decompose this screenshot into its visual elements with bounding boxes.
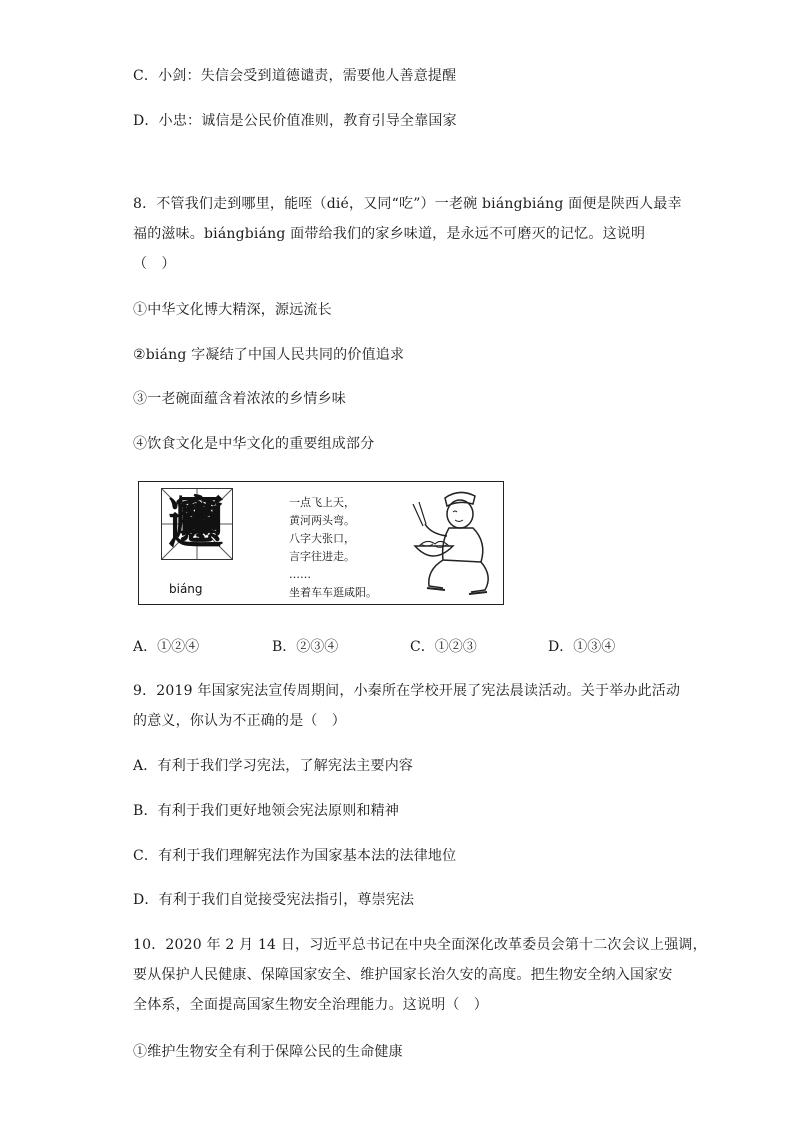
q10-stem-line-2: 要从保护人民健康、保障国家安全、维护国家长治久安的高度。把生物安全纳入国家安 [133,967,673,983]
q9-option-a: A．有利于我们学习宪法，了解宪法主要内容 [133,758,414,774]
poem-line: 八字大张口， [289,532,355,545]
q8-item-4: ④饮食文化是中华文化的重要组成部分 [133,436,375,452]
q8-option-d: D．①③④ [548,639,616,655]
biang-character: 𰻞 [169,491,223,554]
poem-line: 言字往进走。 [289,550,355,563]
man-eating-noodles-illustration [397,486,501,602]
q9-stem-line-2: 的意义，你认为不正确的是（ ） [133,713,346,729]
q8-option-c: C．①②③ [410,639,477,655]
q9-option-d: D．有利于我们自觉接受宪法指引，尊崇宪法 [133,892,415,908]
biang-figure [138,481,504,605]
q8-item-1: ①中华文化博大精深，源远流长 [133,302,332,318]
poem [289,494,377,602]
poem-line: 一点飞上天， [289,496,355,509]
q7-option-c: C．小剑：失信会受到道德谴责，需要他人善意提醒 [133,68,457,84]
poem-line: 黄河两头弯。 [289,514,355,527]
q7-option-d: D．小忠：诚信是公民价值准则，教育引导全靠国家 [133,113,457,129]
q8-stem-line-1: 8．不管我们走到哪里，能咥（dié，又同“吃”）一老碗 biángbiáng 面便是陕西人最幸 [133,196,682,212]
q10-item-1: ①维护生物安全有利于保障公民的生命健康 [133,1044,403,1060]
q8-item-3: ③一老碗面蕴含着浓浓的乡情乡味 [133,391,346,407]
q9-stem-line-1: 9．2019 年国家宪法宣传周期间，小秦所在学校开展了宪法晨读活动。关于举办此活动 [133,683,681,699]
q8-option-b: B．②③④ [272,639,339,655]
pinyin-label: biáng [169,582,203,596]
q8-stem-line-2: 福的滋味。biángbiáng 面带给我们的家乡味道，是永远不可磨灭的记忆。这说明 [133,226,646,242]
q10-stem-line-3: 全体系，全面提高国家生物安全治理能力。这说明（ ） [133,997,488,1013]
q9-option-c: C．有利于我们理解宪法作为国家基本法的法律地位 [133,848,457,864]
poem-line: 坐着车车逛咸阳。 [289,586,377,599]
q8-stem-line-3: （ ） [133,256,176,272]
q8-item-2: ②biáng 字凝结了中国人民共同的价值追求 [133,347,405,363]
q9-option-b: B．有利于我们更好地领会宪法原则和精神 [133,803,400,819]
q10-stem-line-1: 10．2020 年 2 月 14 日，习近平总书记在中央全面深化改革委员会第十二次会议上强调， [133,937,707,953]
q8-option-a: A．①②④ [133,639,200,655]
poem-line: …… [289,568,311,581]
